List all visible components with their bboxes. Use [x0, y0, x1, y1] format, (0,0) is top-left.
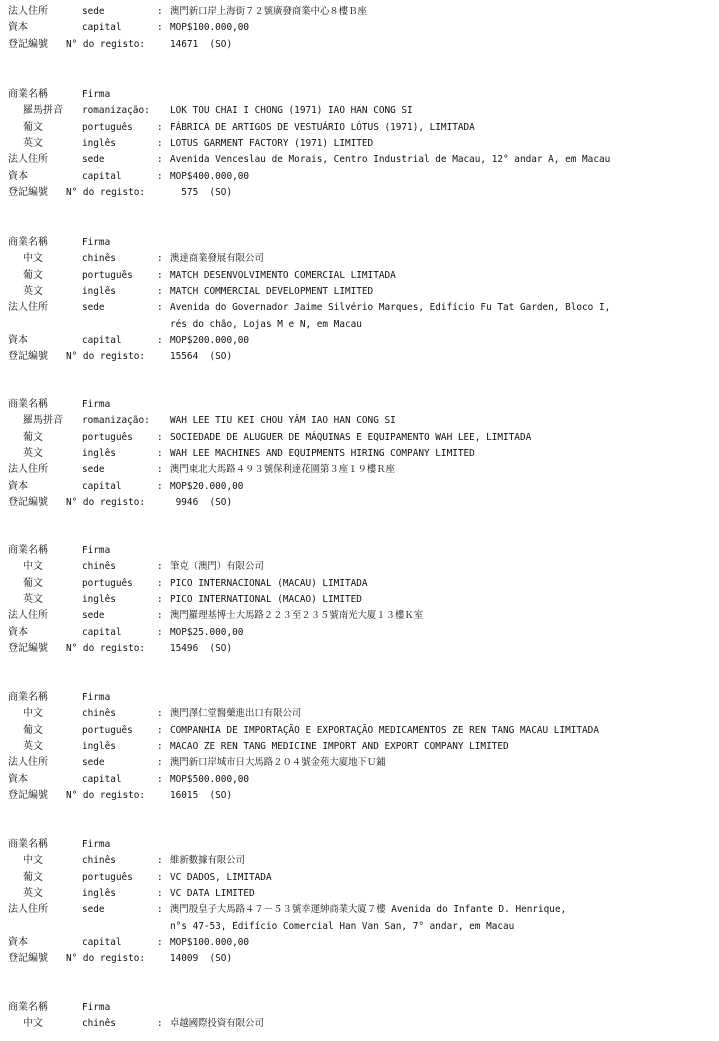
field-value: Avenida do Governador Jaime Silvério Marques, Edifício Fu Tat Garden, Bloco I,	[170, 302, 611, 314]
field-label-portuguese: sede	[82, 6, 105, 17]
field-label-portuguese: Firma	[82, 839, 111, 850]
field-value: Avenida Venceslau de Morais, Centro Industrial de Macau, 12° andar A, em Macau	[170, 154, 611, 166]
field-label-chinese: 資本	[8, 334, 28, 346]
field-value: 澳達商業發展有限公司	[170, 253, 264, 265]
separator-colon: :	[157, 464, 163, 476]
field-value: 維新數據有限公司	[170, 855, 246, 867]
field-label-portuguese: capital	[82, 773, 122, 785]
field-value: MOP$20.000,00	[170, 480, 244, 492]
field-value: 15496 (SO)	[170, 642, 233, 654]
separator-colon: :	[157, 887, 163, 899]
field-label-chinese: 資本	[8, 170, 28, 182]
field-label-chinese: 登記編號	[8, 953, 48, 965]
field-label-chinese: 葡文	[23, 121, 43, 133]
field-value: 575 (SO)	[170, 186, 233, 198]
separator-colon: :	[157, 708, 163, 720]
field-value: VC DADOS, LIMITADA	[170, 871, 272, 883]
field-label-portuguese: Firma	[82, 237, 111, 248]
field-label-portuguese: Firma	[82, 1002, 111, 1013]
separator-colon: :	[157, 724, 163, 736]
field-label-portuguese: capital	[82, 22, 122, 34]
separator-colon: :	[157, 480, 163, 492]
field-label-chinese: 法人住所	[8, 757, 48, 769]
field-label-chinese: 資本	[8, 480, 28, 492]
field-label-portuguese: inglês	[82, 740, 116, 752]
separator-colon: :	[157, 285, 163, 297]
field-label-portuguese: chinês	[82, 561, 116, 573]
field-label-chinese: 法人住所	[8, 610, 48, 622]
field-label-portuguese: capital	[82, 170, 122, 182]
field-label-portuguese: Firma	[82, 89, 111, 100]
field-label-chinese: 登記編號	[8, 496, 48, 508]
field-label-chinese: 登記編號	[8, 351, 48, 363]
field-value: MOP$100.000,00	[170, 22, 250, 34]
field-value: WAH LEE TIU KEI CHOU YÂM IAO HAN CONG SI	[170, 415, 396, 427]
field-value: 澳門澤仁堂醫藥進出口有限公司	[170, 708, 302, 720]
separator-colon: :	[157, 904, 163, 916]
separator-colon: :	[157, 561, 163, 573]
field-value: 澳門新口岸城市日大馬路２０４號金苑大廈地下Ｕ鋪	[170, 757, 386, 769]
field-label-portuguese: capital	[82, 936, 122, 948]
field-label-portuguese: inglês	[82, 887, 116, 899]
field-label-chinese: 商業名稱	[8, 1002, 48, 1013]
field-value: MATCH COMMERCIAL DEVELOPMENT LIMITED	[170, 285, 374, 297]
separator-colon: :	[157, 577, 163, 589]
field-label-portuguese: Firma	[82, 399, 111, 410]
field-label-chinese: 羅馬拼音	[23, 105, 63, 117]
field-label-portuguese: N° do registo:	[66, 351, 146, 363]
field-label-portuguese: sede	[82, 757, 105, 769]
separator-colon: :	[157, 269, 163, 281]
field-label-chinese: 葡文	[23, 724, 43, 736]
field-label-chinese: 資本	[8, 936, 28, 948]
field-label-chinese: 英文	[23, 593, 43, 605]
field-value: WAH LEE MACHINES AND EQUIPMENTS HIRING COMPANY LIMITED	[170, 447, 475, 459]
field-value: MOP$200.000,00	[170, 334, 250, 346]
field-value: 澳門新口岸上海街７２號廣發商業中心８樓Ｂ座	[170, 6, 367, 17]
field-value: 9946 (SO)	[170, 496, 233, 508]
field-label-portuguese: chinês	[82, 855, 116, 867]
field-label-portuguese: romanização:	[82, 415, 150, 427]
field-value: MOP$100.000,00	[170, 936, 250, 948]
field-label-portuguese: inglês	[82, 137, 116, 149]
field-label-chinese: 資本	[8, 22, 28, 34]
separator-colon: :	[157, 154, 163, 166]
field-value: 澳門殷皇子大馬路４７－５３號幸運紳商業大廈７樓 Avenida do Infante D. Henrique,	[170, 904, 567, 916]
separator-colon: :	[157, 773, 163, 785]
field-label-chinese: 登記編號	[8, 789, 48, 801]
field-label-portuguese: sede	[82, 464, 105, 476]
field-label-portuguese: sede	[82, 610, 105, 622]
field-label-portuguese: inglês	[82, 285, 116, 297]
field-label-portuguese: sede	[82, 302, 105, 314]
separator-colon: :	[157, 137, 163, 149]
field-label-chinese: 法人住所	[8, 302, 48, 314]
field-label-portuguese: chinês	[82, 253, 116, 265]
field-label-portuguese: capital	[82, 626, 122, 638]
field-label-chinese: 商業名稱	[8, 89, 48, 100]
field-label-chinese: 葡文	[23, 577, 43, 589]
field-value: 16015 (SO)	[170, 789, 233, 801]
field-value: 14009 (SO)	[170, 953, 233, 965]
field-label-portuguese: português	[82, 269, 133, 281]
field-label-portuguese: chinês	[82, 1018, 116, 1030]
separator-colon: :	[157, 936, 163, 948]
field-value: FÁBRICA DE ARTIGOS DE VESTUÁRIO LÓTUS (1971), LIMITADA	[170, 121, 475, 133]
separator-colon: :	[157, 740, 163, 752]
field-label-chinese: 羅馬拼音	[23, 415, 63, 427]
field-label-chinese: 登記編號	[8, 38, 48, 50]
separator-colon: :	[157, 121, 163, 133]
separator-colon: :	[157, 431, 163, 443]
field-value: PICO INTERNATIONAL (MACAO) LIMITED	[170, 593, 362, 605]
field-label-chinese: 英文	[23, 740, 43, 752]
field-label-chinese: 商業名稱	[8, 545, 48, 556]
field-label-portuguese: capital	[82, 334, 122, 346]
separator-colon: :	[157, 447, 163, 459]
field-label-chinese: 中文	[23, 1018, 43, 1030]
field-value: 筆克（澳門）有限公司	[170, 561, 264, 573]
field-value-continuation: n°s 47-53, Edifício Comercial Han Van San, 7° andar, em Macau	[170, 920, 515, 932]
field-label-chinese: 資本	[8, 773, 28, 785]
field-label-chinese: 法人住所	[8, 6, 48, 17]
field-label-portuguese: sede	[82, 904, 105, 916]
separator-colon: :	[157, 22, 163, 34]
field-label-chinese: 商業名稱	[8, 237, 48, 248]
field-label-chinese: 英文	[23, 137, 43, 149]
field-label-portuguese: inglês	[82, 593, 116, 605]
field-label-chinese: 中文	[23, 855, 43, 867]
field-label-portuguese: N° do registo:	[66, 38, 146, 50]
field-label-chinese: 登記編號	[8, 186, 48, 198]
field-value: 14671 (SO)	[170, 38, 233, 50]
field-value: 澳門東北大馬路４９３號保利達花園第３座１９樓Ｒ座	[170, 464, 396, 476]
separator-colon: :	[157, 170, 163, 182]
field-label-chinese: 法人住所	[8, 464, 48, 476]
field-value: 澳門羅理基博士大馬路２２３至２３５號南光大廈１３樓Ｋ室	[170, 610, 424, 622]
separator-colon: :	[157, 1018, 163, 1030]
field-value: COMPANHIA DE IMPORTAÇÃO E EXPORTAÇÃO MEDICAMENTOS ZE REN TANG MACAU LIMITADA	[170, 724, 599, 736]
field-label-chinese: 英文	[23, 285, 43, 297]
field-label-portuguese: Firma	[82, 545, 111, 556]
field-label-portuguese: português	[82, 724, 133, 736]
field-label-portuguese: N° do registo:	[66, 496, 146, 508]
field-value: MOP$400.000,00	[170, 170, 250, 182]
field-label-portuguese: português	[82, 121, 133, 133]
field-value: MATCH DESENVOLVIMENTO COMERCIAL LIMITADA	[170, 269, 396, 281]
field-value: LOK TOU CHAI I CHONG (1971) IAO HAN CONG SI	[170, 105, 413, 117]
field-label-portuguese: N° do registo:	[66, 186, 146, 198]
field-label-chinese: 法人住所	[8, 904, 48, 916]
separator-colon: :	[157, 871, 163, 883]
field-label-portuguese: português	[82, 431, 133, 443]
field-value: MOP$25.000,00	[170, 626, 244, 638]
field-label-portuguese: português	[82, 577, 133, 589]
separator-colon: :	[157, 253, 163, 265]
field-label-chinese: 中文	[23, 253, 43, 265]
field-label-portuguese: capital	[82, 480, 122, 492]
field-label-chinese: 商業名稱	[8, 692, 48, 703]
field-value: MACAO ZE REN TANG MEDICINE IMPORT AND EXPORT COMPANY LIMITED	[170, 740, 509, 752]
field-value: PICO INTERNACIONAL (MACAU) LIMITADA	[170, 577, 368, 589]
separator-colon: :	[157, 855, 163, 867]
field-label-portuguese: sede	[82, 154, 105, 166]
field-label-portuguese: N° do registo:	[66, 642, 146, 654]
field-value: VC DATA LIMITED	[170, 887, 255, 899]
separator-colon: :	[157, 757, 163, 769]
field-label-chinese: 葡文	[23, 431, 43, 443]
field-value: 卓越國際投資有限公司	[170, 1018, 264, 1030]
separator-colon: :	[157, 302, 163, 314]
field-value: MOP$500.000,00	[170, 773, 250, 785]
separator-colon: :	[157, 610, 163, 622]
field-label-chinese: 英文	[23, 887, 43, 899]
field-label-portuguese: Firma	[82, 692, 111, 703]
separator-colon: :	[157, 593, 163, 605]
field-label-portuguese: português	[82, 871, 133, 883]
field-value: SOCIEDADE DE ALUGUER DE MÁQUINAS E EQUIPAMENTO WAH LEE, LIMITADA	[170, 431, 532, 443]
field-label-portuguese: N° do registo:	[66, 789, 146, 801]
field-label-portuguese: inglês	[82, 447, 116, 459]
field-value: LOTUS GARMENT FACTORY (1971) LIMITED	[170, 137, 374, 149]
field-value: 15564 (SO)	[170, 351, 233, 363]
field-label-chinese: 商業名稱	[8, 839, 48, 850]
field-label-chinese: 中文	[23, 708, 43, 720]
field-value-continuation: rés do chão, Lojas M e N, em Macau	[170, 318, 362, 330]
separator-colon: :	[157, 334, 163, 346]
separator-colon: :	[157, 626, 163, 638]
field-label-chinese: 葡文	[23, 269, 43, 281]
field-label-chinese: 商業名稱	[8, 399, 48, 410]
field-label-chinese: 英文	[23, 447, 43, 459]
field-label-portuguese: chinês	[82, 708, 116, 720]
field-label-portuguese: N° do registo:	[66, 953, 146, 965]
field-label-chinese: 葡文	[23, 871, 43, 883]
field-label-chinese: 中文	[23, 561, 43, 573]
separator-colon: :	[157, 6, 163, 17]
field-label-chinese: 法人住所	[8, 154, 48, 166]
field-label-chinese: 登記編號	[8, 642, 48, 654]
field-label-chinese: 資本	[8, 626, 28, 638]
field-label-portuguese: romanização:	[82, 105, 150, 117]
